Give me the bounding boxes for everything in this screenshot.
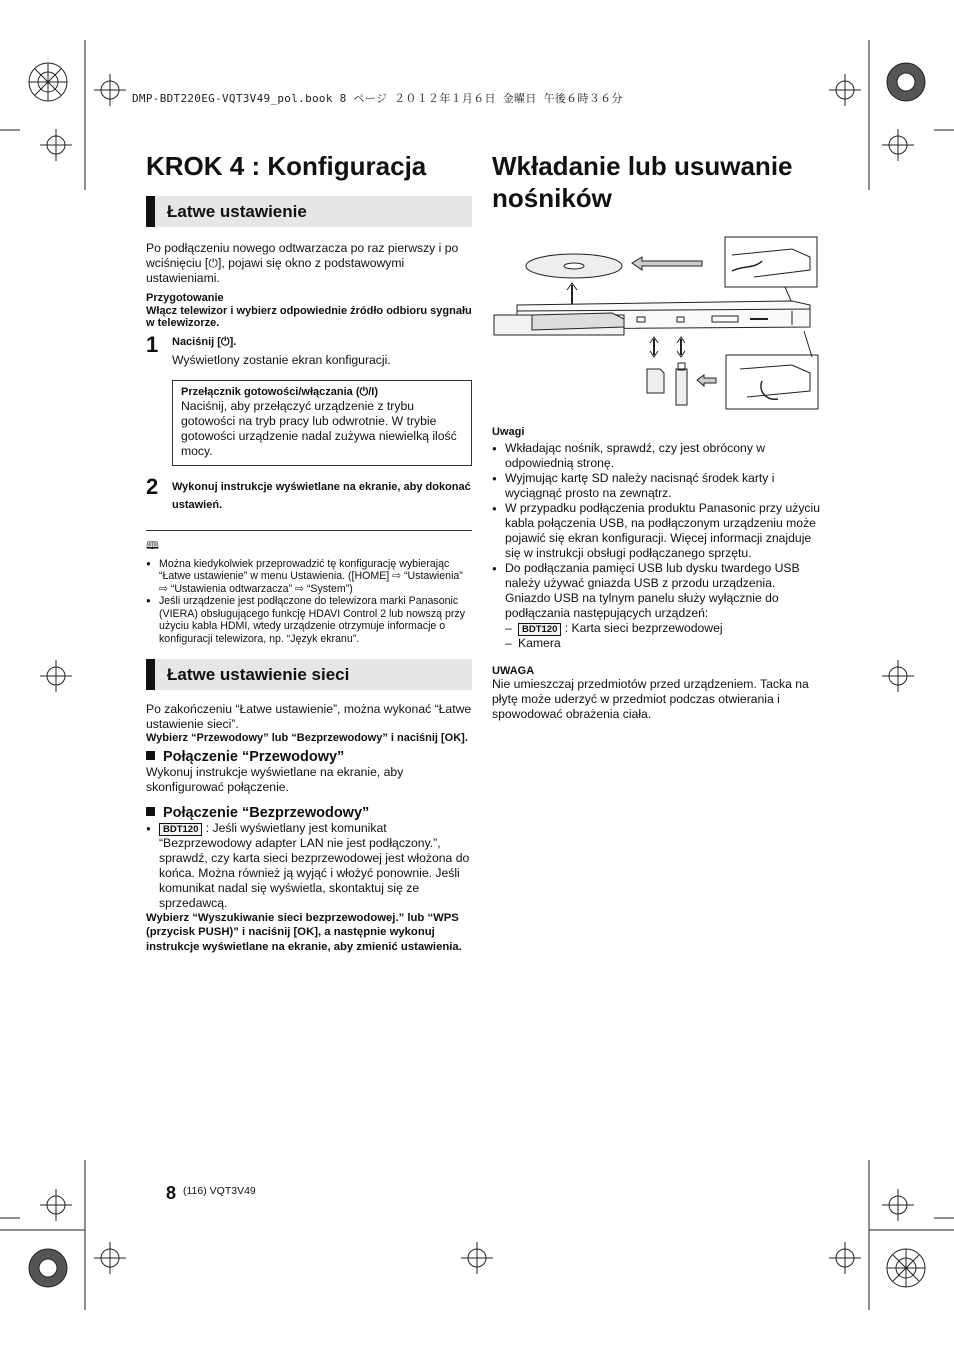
starburst-mark: [29, 1249, 67, 1287]
player-icon: [494, 301, 810, 335]
step-instruction: Naciśnij [⏻].: [172, 335, 237, 348]
dash-item: – BDT120 : Karta sieci bezprzewodowej: [492, 621, 822, 636]
media-insertion-illustration: [492, 235, 822, 413]
notes-block: [492, 426, 822, 722]
up-down-arrow-icon: [650, 337, 658, 357]
wired-body: Wykonuj instrukcje wyświetlane na ekranie, aby skonfigurować połączenie.: [146, 764, 404, 794]
crosshair-mark: [829, 74, 861, 106]
section-heading-easy-setting: Łatwe ustawienie: [146, 196, 472, 227]
section-title-media: Wkładanie lub usuwanie nośników: [492, 151, 793, 213]
page-title: KROK 4 : Konfiguracja: [146, 151, 427, 181]
wireless-note: ● BDT120 : Jeśli wyświetlany jest komunikat “Bezprzewodowy adapter LAN nie jest podłączony.”, sprawdź, czy karta sieci bezprzewodowej jest włożona do końca. Można również ją wyjąć i włożyć ponownie. Jeśli komunikat nadal się wyświetla, skontaktuj się ze sprzedawcą.: [146, 821, 472, 911]
left-column: [146, 150, 472, 954]
note-item: ● W przypadku podłączenia produktu Panasonic przy użyciu kabla połączenia USB, na podłączonym urządzeniu może pojawić się ekran konfiguracji. Więcej informacji znajduje się w instrukcji obsługi podłączanego sprzętu.: [492, 501, 822, 561]
usb-stick-icon: [676, 363, 687, 405]
warning-heading: UWAGA: [492, 664, 535, 677]
page-code: (116) VQT3V49: [183, 1185, 256, 1197]
starburst-mark: [887, 63, 925, 101]
step-number: 2: [146, 473, 159, 499]
step-instruction: Wykonuj instrukcje wyświetlane na ekranie, aby dokonać ustawień.: [172, 480, 471, 511]
preparation-body: Włącz telewizor i wybierz odpowiednie źródło odbioru sygnału w telewizorze.: [146, 304, 472, 329]
standby-switch-box: [172, 380, 472, 466]
warning-body: Nie umieszczaj przedmiotów przed urządzeniem. Tacka na płytę może uderzyć w przedmiot podczas otwierania i spowodować obrażenia ciała.: [492, 677, 809, 721]
arrow-left-icon: [697, 375, 716, 386]
preparation-heading: Przygotowanie: [146, 292, 224, 304]
starburst-mark: [887, 1249, 925, 1287]
model-tag: BDT120: [518, 623, 561, 636]
book-icon: 🕮: [146, 539, 159, 552]
crosshair-mark: [40, 1189, 72, 1221]
step-result: Wyświetlony zostanie ekran konfiguracji.: [172, 353, 391, 367]
wireless-list: [146, 821, 472, 911]
crosshair-mark: [829, 1242, 861, 1274]
book-header: DMP-BDT220EG-VQT3V49_pol.book 8 ページ ２０１２年１月６日 金曜日 午後６時３６分: [132, 92, 623, 105]
step-number: 1: [146, 331, 159, 357]
notes-heading: Uwagi: [492, 426, 525, 438]
note-item: ● Do podłączania pamięci USB lub dysku twardego USB należy używać gniazda USB z przodu urządzenia. Gniazdo USB na tylnym panelu służy wyłącznie do podłączania następujących urządzeń:: [492, 561, 822, 621]
wireless-heading: Połączenie “Bezprzewodowy”: [146, 805, 472, 821]
arrow-left-icon: [632, 257, 702, 270]
network-intro: Po zakończeniu “Łatwe ustawienie”, można wykonać “Łatwe ustawienie sieci”.: [146, 702, 472, 731]
crosshair-mark: [94, 1242, 126, 1274]
crosshair-mark: [461, 1242, 493, 1274]
intro-paragraph: Po podłączeniu nowego odtwarzacza po raz pierwszy i po wciśnięciu [⏻], pojawi się okno z podstawowymi ustawieniami.: [146, 241, 459, 285]
note-item: ● Wkładając nośnik, sprawdź, czy jest obrócony w odpowiednią stronę.: [492, 441, 822, 471]
up-down-arrow-icon: [677, 337, 685, 357]
dash-item: – Kamera: [492, 636, 822, 651]
crosshair-mark: [882, 660, 914, 692]
model-tag: BDT120: [159, 823, 202, 836]
page-number: 8: [166, 1183, 177, 1203]
wired-heading: Połączenie “Przewodowy”: [146, 749, 472, 765]
power-icon: ⏻: [220, 335, 230, 348]
step-2: [146, 473, 472, 514]
starburst-mark: [29, 63, 67, 101]
box-heading: Przełącznik gotowości/włączania (⏻/I): [181, 386, 378, 398]
crosshair-mark: [882, 129, 914, 161]
crosshair-mark: [40, 129, 72, 161]
wireless-instruction: Wybierz “Wyszukiwanie sieci bezprzewodowej.” lub “WPS (przycisk PUSH)” i naciśnij [OK], a następnie wykonuj instrukcje wyświetlane na ekranie, aby zmienić ustawienia.: [146, 911, 462, 953]
crosshair-mark: [882, 1189, 914, 1221]
notes-list: [146, 558, 472, 646]
right-column: [492, 150, 822, 214]
note-item: ● Jeśli urządzenie jest podłączone do telewizora marki Panasonic (VIERA) obsługującego funkcję HDAVI Control 2 lub nowszą przy użyciu kabla HDMI, wtedy urządzenie otrzymuje informacje o konfiguracji telewizora, np. “Język ekranu”.: [146, 595, 472, 645]
network-instruction: Wybierz “Przewodowy” lub “Bezprzewodowy” i naciśnij [OK].: [146, 732, 468, 744]
step-1: [146, 331, 472, 369]
divider: [146, 530, 472, 531]
note-item: ● Wyjmując kartę SD należy nacisnąć środek karty i wyciągnąć prosto na zewnątrz.: [492, 471, 822, 501]
disc-icon: [526, 254, 622, 278]
sd-card-icon: [647, 369, 664, 393]
crosshair-mark: [94, 74, 126, 106]
crosshair-mark: [40, 660, 72, 692]
power-icon: ⏻: [208, 256, 218, 270]
notes-list: [492, 441, 822, 621]
square-bullet-icon: [146, 751, 155, 760]
section-heading-network-setting: Łatwe ustawienie sieci: [146, 659, 472, 690]
power-icon: ⏻: [359, 386, 369, 398]
square-bullet-icon: [146, 807, 155, 816]
box-body: Naciśnij, aby przełączyć urządzenie z trybu gotowości na tryb pracy lub odwrotnie. W trybie gotowości urządzenie nadal zużywa niewielką ilość mocy.: [181, 398, 457, 458]
note-item: ● Można kiedykolwiek przeprowadzić tę konfigurację wybierając “Łatwe ustawienie” w menu Ustawienia. ([HOME] ⇨ “Ustawienia” ⇨ “Ustawienia odtwarzacza” ⇨ “System”): [146, 558, 472, 596]
